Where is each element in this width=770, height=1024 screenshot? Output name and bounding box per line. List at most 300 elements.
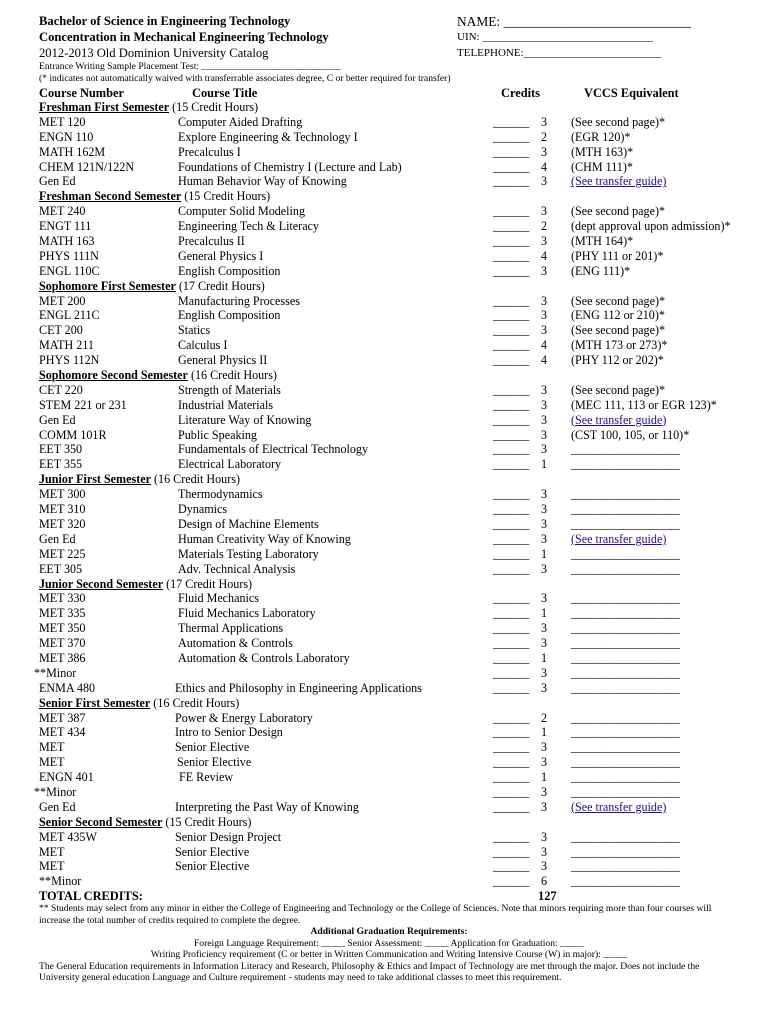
- credit-value: 4: [540, 248, 547, 263]
- vccs-equivalent[interactable]: __________________: [571, 829, 680, 844]
- course-number: MET 120: [39, 114, 86, 129]
- credit-blank[interactable]: ______: [493, 874, 530, 889]
- credit-value: 3: [540, 323, 547, 338]
- vccs-equivalent[interactable]: __________________: [571, 516, 680, 531]
- course-title: Human Behavior Way of Knowing: [178, 174, 347, 189]
- course-title: Design of Machine Elements: [178, 516, 319, 531]
- course-number: MATH 163: [39, 234, 95, 249]
- credit-value: 4: [540, 338, 547, 353]
- semester-heading-text: [39, 815, 251, 830]
- credit-blank[interactable]: ______: [493, 338, 530, 353]
- course-row: [0, 591, 770, 606]
- course-number: MET: [39, 755, 65, 770]
- course-number: MET 330: [39, 591, 86, 606]
- course-row: [0, 755, 770, 770]
- course-row: [0, 234, 770, 249]
- course-title: Manufacturing Processes: [178, 293, 300, 308]
- vccs-equivalent: (MTH 163)*: [571, 144, 634, 159]
- vccs-equivalent[interactable]: __________________: [571, 636, 680, 651]
- credit-blank[interactable]: ______: [493, 829, 530, 844]
- course-number: MET 435W: [39, 829, 97, 844]
- vccs-equivalent[interactable]: __________________: [571, 710, 680, 725]
- credit-blank[interactable]: ______: [493, 799, 530, 814]
- credit-blank[interactable]: ______: [493, 442, 530, 457]
- course-title: Strength of Materials: [178, 382, 281, 397]
- footer-notes: [39, 903, 739, 984]
- credit-blank[interactable]: ______: [493, 219, 530, 234]
- vccs-equivalent[interactable]: __________________: [571, 621, 680, 636]
- semester-name: Junior First Semester: [39, 472, 151, 487]
- credit-blank[interactable]: ______: [493, 770, 530, 785]
- vccs-equivalent: (See second page)*: [571, 204, 666, 219]
- course-number: MET 387: [39, 710, 86, 725]
- course-row: [0, 845, 770, 860]
- name-field[interactable]: NAME: ____________________________: [457, 14, 691, 29]
- credit-blank[interactable]: ______: [493, 665, 530, 680]
- total-credits-value: 127: [538, 889, 557, 904]
- course-row: [0, 621, 770, 636]
- credit-value: 3: [540, 740, 547, 755]
- vccs-equivalent: (PHY 111 or 201)*: [571, 248, 664, 263]
- col-course-number: Course Number: [39, 86, 125, 100]
- vccs-equivalent[interactable]: __________________: [571, 665, 680, 680]
- course-row: [0, 636, 770, 651]
- semester-hours: (15 Credit Hours): [181, 189, 271, 204]
- course-row: [0, 383, 770, 398]
- transfer-guide-link[interactable]: (See transfer guide): [571, 799, 667, 814]
- requirements-line[interactable]: Foreign Language Requirement: _____ Senior Assessment: _____ Application for Graduation: _____: [193, 937, 585, 949]
- course-row: [0, 830, 770, 845]
- semester-name: Freshman First Semester: [39, 100, 170, 114]
- vccs-equivalent[interactable]: __________________: [571, 725, 680, 740]
- course-number: Gen Ed: [39, 799, 76, 814]
- course-title: Literature Way of Knowing: [178, 412, 312, 427]
- minor-note: ** Students may select from any minor in either the College of Engineering and Technology or the College of Sciences. Note that minors requiring more than four courses will increase the total number of credits required to complete the degree.: [39, 903, 712, 926]
- course-number: STEM 221 or 231: [39, 397, 127, 412]
- col-vccs: VCCS Equivalent: [584, 86, 679, 100]
- course-title: Interpreting the Past Way of Knowing: [175, 799, 359, 814]
- course-number: MET 225: [39, 546, 86, 561]
- course-title: Computer Solid Modeling: [178, 204, 305, 219]
- credit-blank[interactable]: ______: [493, 248, 530, 263]
- vccs-equivalent: (PHY 112 or 202)*: [571, 353, 664, 368]
- course-row: [0, 487, 770, 502]
- course-number: ENGL 211C: [39, 308, 100, 323]
- semester-name: Sophomore Second Semester: [39, 368, 188, 383]
- total-credits-label: TOTAL CREDITS:: [39, 889, 143, 904]
- credit-value: 3: [540, 427, 547, 442]
- course-row: [0, 547, 770, 562]
- credit-blank[interactable]: ______: [493, 591, 530, 606]
- semester-heading: [0, 577, 770, 592]
- vccs-equivalent: (See second page)*: [571, 323, 666, 338]
- semester-heading-text: [39, 368, 277, 383]
- course-title: Computer Aided Drafting: [178, 114, 303, 129]
- vccs-equivalent[interactable]: __________________: [571, 457, 680, 472]
- credit-value: 3: [540, 114, 547, 129]
- course-title: English Composition: [178, 263, 281, 278]
- course-row: [0, 666, 770, 681]
- credit-value: 3: [540, 561, 547, 576]
- course-title: Electrical Laboratory: [178, 457, 282, 472]
- course-row: [0, 442, 770, 457]
- course-title: Engineering Tech & Literacy: [178, 219, 319, 234]
- course-row: [0, 606, 770, 621]
- credit-value: 3: [540, 263, 547, 278]
- credit-blank[interactable]: ______: [493, 159, 530, 174]
- total-credits-row: [0, 889, 770, 904]
- vccs-equivalent[interactable]: __________________: [571, 859, 680, 874]
- credit-blank[interactable]: ______: [493, 680, 530, 695]
- course-row: [0, 457, 770, 472]
- course-row: [0, 413, 770, 428]
- course-number: CET 220: [39, 382, 83, 397]
- course-title: Explore Engineering & Technology I: [178, 129, 358, 144]
- course-number: MET 300: [39, 487, 86, 502]
- course-title: General Physics II: [178, 353, 268, 368]
- course-title: Fluid Mechanics: [178, 591, 259, 606]
- credit-value: 4: [540, 353, 547, 368]
- course-row: [0, 264, 770, 279]
- course-row: [0, 308, 770, 323]
- course-number: MET: [39, 844, 65, 859]
- credit-blank[interactable]: ______: [493, 204, 530, 219]
- semester-name: Senior First Semester: [39, 695, 151, 710]
- vccs-equivalent[interactable]: __________________: [571, 442, 680, 457]
- course-row: [0, 800, 770, 815]
- credit-value: 3: [540, 382, 547, 397]
- course-title: Materials Testing Laboratory: [178, 546, 319, 561]
- course-title: Fundamentals of Electrical Technology: [178, 442, 369, 457]
- credit-blank[interactable]: ______: [493, 516, 530, 531]
- course-number: MET 200: [39, 293, 86, 308]
- semester-name: Senior Second Semester: [39, 814, 163, 829]
- vccs-equivalent[interactable]: __________________: [571, 650, 680, 665]
- writing-proficiency-line[interactable]: Writing Proficiency requirement (C or better in Written Communication and Writing Intensive Course (W) in major): _____: [150, 949, 628, 960]
- course-number: ENGN 401: [39, 770, 94, 785]
- credit-blank[interactable]: ______: [493, 844, 530, 859]
- course-row: [0, 204, 770, 219]
- course-number: MET 310: [39, 502, 86, 517]
- course-number: Gen Ed: [39, 412, 76, 427]
- credit-blank[interactable]: ______: [493, 382, 530, 397]
- uin-field[interactable]: UIN: _______________________________: [457, 30, 653, 43]
- credit-value: 3: [540, 755, 547, 770]
- semester-name: Freshman Second Semester: [39, 189, 182, 204]
- course-number: ENGL 110C: [39, 263, 100, 278]
- credit-blank[interactable]: ______: [493, 621, 530, 636]
- credit-blank[interactable]: ______: [493, 740, 530, 755]
- course-number: **Minor: [34, 784, 77, 799]
- credit-blank[interactable]: ______: [493, 457, 530, 472]
- credit-value: 6: [540, 874, 547, 889]
- vccs-equivalent[interactable]: __________________: [571, 487, 680, 502]
- credit-value: 3: [540, 412, 547, 427]
- semester-hours: (15 Credit Hours): [169, 100, 259, 114]
- semester-heading: [0, 189, 770, 204]
- course-row: [0, 174, 770, 189]
- credit-value: 2: [540, 129, 547, 144]
- course-number: COMM 101R: [39, 427, 107, 442]
- course-row: [0, 294, 770, 309]
- course-title: Thermodynamics: [178, 487, 263, 502]
- vccs-equivalent: (MEC 111, 113 or EGR 123)*: [571, 397, 717, 412]
- credit-blank[interactable]: ______: [493, 234, 530, 249]
- course-row: [0, 249, 770, 264]
- credit-blank[interactable]: ______: [493, 397, 530, 412]
- course-title: Ethics and Philosophy in Engineering Applications: [175, 680, 422, 695]
- vccs-equivalent: (MTH 164)*: [571, 234, 634, 249]
- credit-value: 1: [540, 606, 547, 621]
- course-title: FE Review: [179, 770, 234, 785]
- vccs-equivalent[interactable]: __________________: [571, 874, 680, 889]
- vccs-equivalent[interactable]: __________________: [571, 770, 680, 785]
- course-row: [0, 502, 770, 517]
- credit-blank[interactable]: ______: [493, 561, 530, 576]
- credit-blank[interactable]: ______: [493, 606, 530, 621]
- credit-blank[interactable]: ______: [493, 323, 530, 338]
- transfer-guide-link[interactable]: (See transfer guide): [571, 531, 667, 546]
- course-row: [0, 725, 770, 740]
- course-title: Senior Design Project: [175, 829, 282, 844]
- course-row: [0, 740, 770, 755]
- credit-value: 3: [540, 665, 547, 680]
- semester-name: Junior Second Semester: [39, 576, 164, 591]
- course-row: [0, 711, 770, 726]
- vccs-equivalent[interactable]: __________________: [571, 784, 680, 799]
- course-row: [0, 219, 770, 234]
- course-number: EET 355: [39, 457, 83, 472]
- semester-hours: (16 Credit Hours): [150, 695, 240, 710]
- course-number: MET 350: [39, 621, 86, 636]
- telephone-field[interactable]: TELEPHONE:_________________________: [457, 46, 662, 59]
- vccs-equivalent[interactable]: __________________: [571, 755, 680, 770]
- course-row: [0, 681, 770, 696]
- credit-blank[interactable]: ______: [493, 353, 530, 368]
- vccs-equivalent[interactable]: __________________: [571, 680, 680, 695]
- semester-heading: [0, 472, 770, 487]
- course-title: Fluid Mechanics Laboratory: [178, 606, 316, 621]
- credit-value: 3: [540, 487, 547, 502]
- course-number: MET: [39, 740, 65, 755]
- course-number: MATH 211: [39, 338, 94, 353]
- course-number: MET 434: [39, 725, 86, 740]
- course-number: MET 386: [39, 650, 86, 665]
- credit-blank[interactable]: ______: [493, 784, 530, 799]
- course-row: [0, 785, 770, 800]
- credit-blank[interactable]: ______: [493, 755, 530, 770]
- credit-value: 3: [540, 591, 547, 606]
- vccs-equivalent: (See second page)*: [571, 293, 666, 308]
- credit-blank[interactable]: ______: [493, 546, 530, 561]
- semester-heading-text: [39, 279, 265, 294]
- credit-value: 2: [540, 710, 547, 725]
- course-number: MET 320: [39, 516, 86, 531]
- catalog-year: 2012-2013 Old Dominion University Catalog: [39, 45, 269, 60]
- credit-blank[interactable]: ______: [493, 263, 530, 278]
- course-title: Power & Energy Laboratory: [175, 710, 313, 725]
- gen-ed-note: The General Education requirements in Information Literacy and Research, Philosophy & Ethics and Impact of Technology are met through the major. Does not include the University general education Language and Culture requirement - students may need to take additional classes to meet this requirement.: [39, 960, 700, 983]
- course-title: English Composition: [178, 308, 281, 323]
- credit-blank[interactable]: ______: [493, 144, 530, 159]
- course-title: Automation & Controls: [178, 636, 293, 651]
- vccs-equivalent: (EGR 120)*: [571, 129, 631, 144]
- transfer-guide-link[interactable]: (See transfer guide): [571, 174, 667, 189]
- additional-requirements-title: Additional Graduation Requirements:: [310, 926, 468, 937]
- course-number: EET 350: [39, 442, 83, 457]
- semester-hours: (17 Credit Hours): [163, 576, 253, 591]
- course-title: Dynamics: [178, 502, 228, 517]
- entrance-info: [39, 61, 451, 84]
- course-title: Senior Elective: [175, 844, 250, 859]
- course-number: MATH 162M: [39, 144, 106, 159]
- course-number: EET 305: [39, 561, 83, 576]
- course-row: [0, 874, 770, 889]
- credit-value: 3: [540, 204, 547, 219]
- semester-heading: [0, 100, 770, 115]
- credit-blank[interactable]: ______: [493, 650, 530, 665]
- credit-value: 3: [540, 234, 547, 249]
- credit-value: 3: [540, 844, 547, 859]
- course-title: Thermal Applications: [178, 621, 284, 636]
- course-number: **Minor: [39, 874, 82, 889]
- semester-heading: [0, 815, 770, 830]
- course-row: [0, 323, 770, 338]
- credit-blank[interactable]: ______: [493, 725, 530, 740]
- vccs-equivalent[interactable]: __________________: [571, 546, 680, 561]
- credit-value: 3: [540, 442, 547, 457]
- credit-value: 3: [540, 516, 547, 531]
- course-number: CHEM 121N/122N: [39, 159, 135, 174]
- credit-value: 3: [540, 621, 547, 636]
- credit-value: 3: [540, 636, 547, 651]
- credit-blank[interactable]: ______: [493, 636, 530, 651]
- semester-heading: [0, 368, 770, 383]
- course-title: Senior Elective: [175, 859, 250, 874]
- credit-value: 3: [540, 502, 547, 517]
- course-number: Gen Ed: [39, 531, 76, 546]
- course-row: [0, 353, 770, 368]
- semester-heading: [0, 696, 770, 711]
- credit-value: 3: [540, 680, 547, 695]
- course-number: PHYS 112N: [39, 353, 100, 368]
- credit-blank[interactable]: ______: [493, 412, 530, 427]
- semester-heading-text: [39, 577, 252, 592]
- semester-heading-text: [39, 696, 239, 711]
- semester-hours: (17 Credit Hours): [175, 278, 265, 293]
- vccs-equivalent[interactable]: __________________: [571, 844, 680, 859]
- course-number: **Minor: [34, 665, 77, 680]
- vccs-equivalent: (CST 100, 105, or 110)*: [571, 427, 690, 442]
- course-title: Precalculus I: [178, 144, 241, 159]
- course-title: Senior Elective: [177, 755, 252, 770]
- vccs-equivalent: (See second page)*: [571, 114, 666, 129]
- course-number: PHYS 111N: [39, 248, 99, 263]
- semester-heading-text: [39, 100, 258, 115]
- credit-value: 3: [540, 859, 547, 874]
- course-number: MET: [39, 859, 65, 874]
- vccs-equivalent[interactable]: __________________: [571, 561, 680, 576]
- credit-blank[interactable]: ______: [493, 502, 530, 517]
- course-number: MET 335: [39, 606, 86, 621]
- credit-value: 2: [540, 219, 547, 234]
- credit-value: 3: [540, 308, 547, 323]
- credit-value: 1: [540, 770, 547, 785]
- course-title: Statics: [178, 323, 211, 338]
- credit-blank[interactable]: ______: [493, 293, 530, 308]
- semester-hours: (16 Credit Hours): [150, 472, 240, 487]
- credit-value: 1: [540, 650, 547, 665]
- course-row: [0, 651, 770, 666]
- credit-blank[interactable]: ______: [493, 710, 530, 725]
- course-row: [0, 859, 770, 874]
- course-title: Calculus I: [178, 338, 228, 353]
- course-table: [0, 100, 770, 904]
- course-number: ENMA 480: [39, 680, 96, 695]
- credit-value: 4: [540, 159, 547, 174]
- credit-value: 3: [540, 784, 547, 799]
- credit-blank[interactable]: ______: [493, 859, 530, 874]
- semester-hours: (15 Credit Hours): [162, 814, 252, 829]
- credit-value: 1: [540, 457, 547, 472]
- credit-blank[interactable]: ______: [493, 308, 530, 323]
- semester-heading-text: [39, 472, 240, 487]
- vccs-equivalent: (See second page)*: [571, 382, 666, 397]
- course-number: ENGN 110: [39, 129, 94, 144]
- course-row: [0, 160, 770, 175]
- vccs-equivalent: (ENG 112 or 210)*: [571, 308, 665, 323]
- credit-blank[interactable]: ______: [493, 487, 530, 502]
- credit-blank[interactable]: ______: [493, 427, 530, 442]
- course-title: Human Creativity Way of Knowing: [178, 531, 351, 546]
- vccs-equivalent[interactable]: __________________: [571, 740, 680, 755]
- vccs-equivalent[interactable]: __________________: [571, 591, 680, 606]
- course-title: Precalculus II: [178, 234, 245, 249]
- credit-blank[interactable]: ______: [493, 531, 530, 546]
- degree-title: Bachelor of Science in Engineering Technology: [39, 14, 291, 28]
- credit-value: 1: [540, 725, 547, 740]
- course-number: ENGT 111: [39, 219, 92, 234]
- credit-blank[interactable]: ______: [493, 129, 530, 144]
- course-title: Foundations of Chemistry I (Lecture and Lab): [178, 159, 402, 174]
- credit-blank[interactable]: ______: [493, 174, 530, 189]
- col-course-title: Course Title: [192, 86, 258, 100]
- vccs-equivalent: (ENG 111)*: [571, 263, 631, 278]
- course-number: MET 240: [39, 204, 86, 219]
- semester-name: Sophomore First Semester: [39, 278, 176, 293]
- course-title: General Physics I: [178, 248, 264, 263]
- entrance-writing-test[interactable]: Entrance Writing Sample Placement Test: _____________________________: [39, 61, 341, 72]
- col-credits: Credits: [501, 86, 541, 100]
- course-row: [0, 770, 770, 785]
- credit-blank[interactable]: ______: [493, 114, 530, 129]
- course-number: MET 370: [39, 636, 86, 651]
- vccs-equivalent[interactable]: __________________: [571, 606, 680, 621]
- course-title: Adv. Technical Analysis: [178, 561, 296, 576]
- vccs-equivalent[interactable]: __________________: [571, 502, 680, 517]
- course-number: Gen Ed: [39, 174, 76, 189]
- course-row: [0, 428, 770, 443]
- transfer-guide-link[interactable]: (See transfer guide): [571, 412, 667, 427]
- course-row: [0, 562, 770, 577]
- course-row: [0, 398, 770, 413]
- course-row: [0, 532, 770, 547]
- course-title: Public Speaking: [178, 427, 257, 442]
- credit-value: 3: [540, 397, 547, 412]
- concentration-title: Concentration in Mechanical Engineering Technology: [39, 29, 329, 44]
- semester-hours: (16 Credit Hours): [187, 368, 277, 383]
- course-row: [0, 130, 770, 145]
